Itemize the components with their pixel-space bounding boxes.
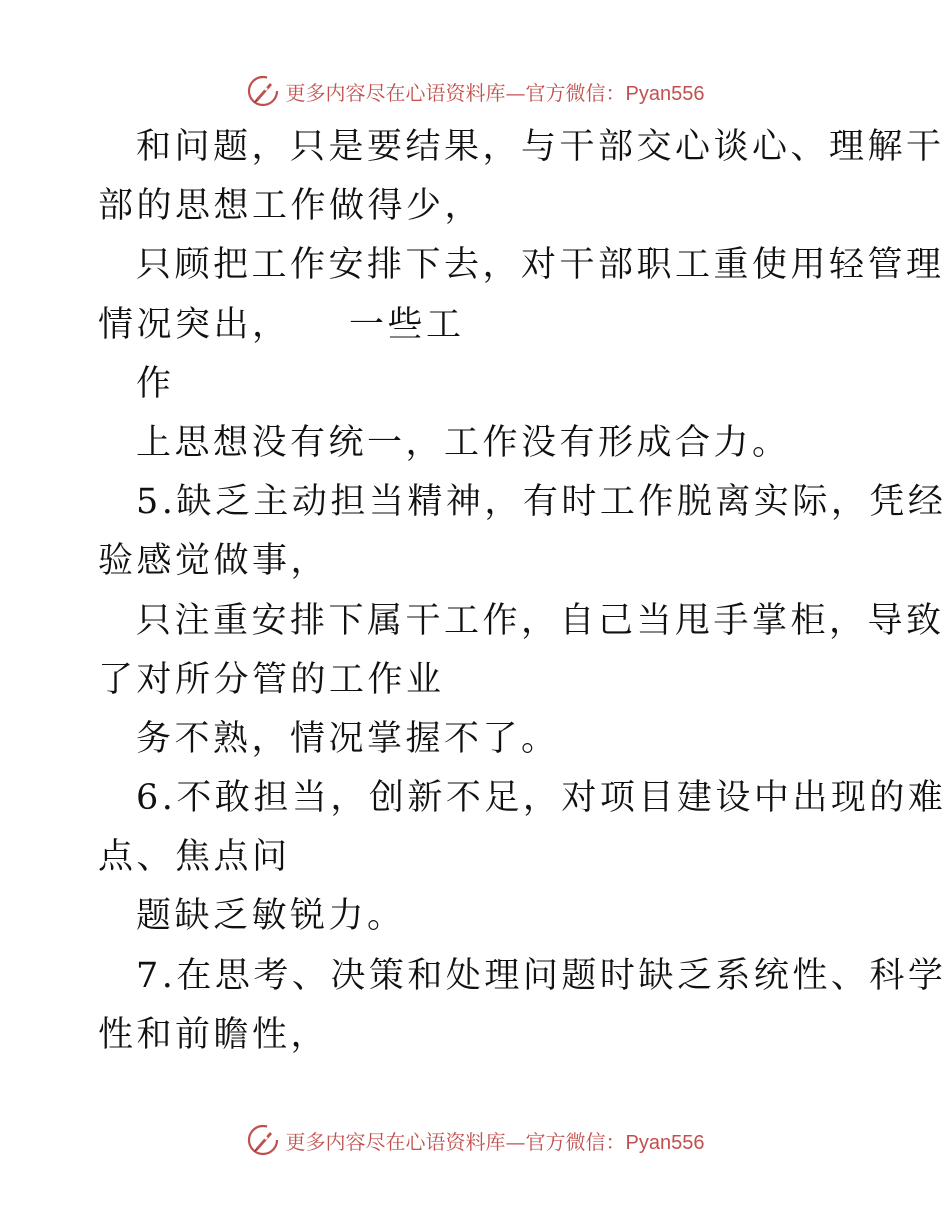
text-line: 7.在思考、决策和处理问题时缺乏系统性、科学 [136,955,947,996]
text-line: 作 [136,363,175,404]
text-line: 只顾把工作安排下去，对干部职工重使用轻管理 [136,245,945,286]
text-line: 情况突出， 一些工 [98,304,465,345]
pen-nib-circle-icon [246,74,280,108]
banner-text: 更多内容尽在心语资料库—官方微信：Pyan556 [285,1129,705,1154]
text-line: 6.不敢担当，创新不足，对项目建设中出现的难 [136,778,947,819]
text-line: 和问题，只是要结果，与干部交心谈心、理解干 [136,127,945,167]
text-line: 上思想没有统一，工作没有形成合力。 [136,422,791,463]
document-body [98,118,947,1065]
footer-watermark-banner [0,1120,950,1160]
text-line: 点、焦点问 [98,837,291,878]
text-line: 务不熟，情况掌握不了。 [136,718,560,759]
text-line: 题缺乏敏锐力。 [136,896,406,937]
banner-text: 更多内容尽在心语资料库—官方微信：Pyan556 [285,80,705,105]
text-line: 了对所分管的工作业 [98,659,445,700]
pen-nib-circle-icon [246,1123,280,1157]
header-watermark-banner [0,71,950,111]
text-line: 验感觉做事， [98,541,330,582]
text-line: 只注重安排下属干工作，自己当甩手掌柜，导致 [136,600,945,641]
text-line: 5.缺乏主动担当精神，有时工作脱离实际，凭经 [136,482,947,523]
text-line: 性和前瞻性， [98,1014,330,1055]
text-line: 部的思想工作做得少， [98,186,484,227]
